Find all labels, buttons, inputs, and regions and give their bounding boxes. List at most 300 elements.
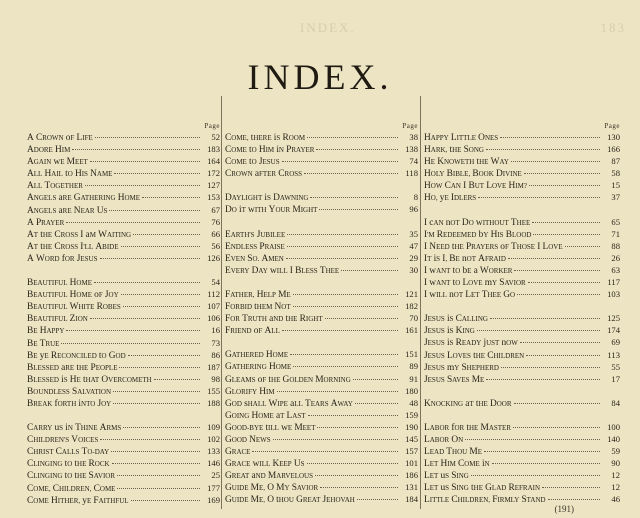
- page-number-ref: 71: [611, 228, 620, 239]
- hymn-title: COME tO JESUS: [225, 157, 280, 168]
- dot-leader: [532, 222, 600, 223]
- dot-leader: [465, 439, 600, 440]
- hymn-title: I'M REDEEMED bY HIS BLOOD: [424, 229, 532, 240]
- dot-leader: [478, 197, 600, 198]
- page-number-ref: 186: [405, 470, 418, 481]
- dot-leader: [517, 294, 600, 295]
- index-entry: [225, 360, 418, 372]
- dot-leader: [119, 367, 200, 368]
- index-entry: [424, 143, 620, 155]
- index-group: [225, 228, 418, 276]
- page-number-ref: 187: [207, 361, 220, 372]
- dot-leader: [477, 330, 600, 331]
- hymn-title: HE KNOWETH tHE WAY: [424, 157, 509, 168]
- index-entry: [225, 131, 418, 143]
- page-number-ref: 182: [405, 301, 418, 312]
- page-number-ref: 190: [405, 421, 418, 432]
- index-entry: [225, 288, 418, 300]
- index-entry: [424, 228, 620, 240]
- page-number-ref: 46: [611, 494, 620, 505]
- index-entry: [27, 167, 220, 179]
- hymn-title: FORBID tHEM NOT: [225, 302, 291, 313]
- index-entry: [27, 421, 220, 433]
- hymn-title: AT tHE CROSS I aM WAITING: [27, 229, 132, 240]
- page-number-ref: 58: [611, 168, 620, 179]
- hymn-title: LEAD THOU ME: [424, 447, 482, 458]
- dot-leader: [109, 210, 200, 211]
- dot-leader: [286, 258, 398, 259]
- index-entry: [424, 155, 620, 167]
- page-number-ref: 16: [211, 325, 220, 336]
- hymn-title: LET HIM COME iN: [424, 459, 490, 470]
- index-entry: [225, 228, 418, 240]
- page-number-ref: 84: [611, 397, 620, 408]
- dot-leader: [501, 367, 600, 368]
- hymn-title: BEAUTIFUL HOME: [27, 278, 92, 289]
- hymn-title: LITTLE CHILDREN, FIRMLY STAND: [424, 495, 546, 506]
- dot-leader: [121, 294, 200, 295]
- dot-leader: [319, 209, 398, 210]
- index-entry: [424, 264, 620, 276]
- dot-leader: [112, 463, 200, 464]
- dot-leader: [490, 318, 600, 319]
- dot-leader: [542, 487, 600, 488]
- page-number-ref: 12: [611, 482, 620, 493]
- dot-leader: [357, 499, 398, 500]
- hymn-title: I NEED tHE PRAYERS oF THOSE I LOVE: [424, 241, 563, 252]
- hymn-title: JESUS mY SHEPHERD: [424, 362, 499, 373]
- index-entry: [424, 240, 620, 252]
- hymn-title: FRIEND oF ALL: [225, 326, 280, 337]
- dot-leader: [486, 149, 600, 150]
- hymn-title: A CROWN oF LIFE: [27, 133, 93, 143]
- hymn-title: EARTH'S JUBILEE: [225, 229, 286, 240]
- page-column-header: Page: [204, 122, 220, 130]
- page-number-ref: 188: [207, 397, 220, 408]
- index-entry: [27, 397, 220, 409]
- bleed-through-text: [300, 20, 626, 38]
- dot-leader: [100, 439, 200, 440]
- index-entry: [424, 349, 620, 361]
- page-number-ref: 126: [207, 252, 220, 263]
- dot-leader: [142, 197, 200, 198]
- index-entry: [225, 300, 418, 312]
- page-number-ref: 100: [607, 421, 620, 432]
- page-number-ref: 96: [409, 204, 418, 215]
- page-number-ref: 70: [409, 313, 418, 324]
- index-entry: [424, 433, 620, 445]
- dot-leader: [117, 488, 200, 489]
- dot-leader: [514, 403, 601, 404]
- dot-leader: [252, 451, 398, 452]
- page-number-ref: 159: [405, 409, 418, 420]
- page-number-ref: 107: [207, 301, 220, 312]
- page-number-ref: 166: [607, 144, 620, 155]
- index-entry: [225, 421, 418, 433]
- index-entry: [225, 348, 418, 360]
- index-group: [424, 397, 620, 409]
- page-number-ref: 69: [611, 337, 620, 348]
- hymn-title: HARK, tHE SONG: [424, 145, 484, 156]
- hymn-title: A WORD fOR JESUS: [27, 253, 98, 264]
- hymn-title: ADORE HIM: [27, 145, 71, 156]
- page-number-ref: 177: [207, 482, 220, 493]
- dot-leader: [113, 403, 200, 404]
- hymn-title: COME tO HIM iN PRAYER: [225, 145, 315, 156]
- index-group: [225, 288, 418, 336]
- index-entry: [424, 131, 620, 143]
- hymn-title: GUIDE ME, O tHOU GREAT JEHOVAH: [225, 495, 355, 506]
- page-number-ref: 138: [405, 144, 418, 155]
- index-entry: [27, 349, 220, 361]
- dot-leader: [293, 366, 398, 367]
- hymn-title: DO iT wITH YOUR MIGHT: [225, 205, 318, 216]
- index-entry: [27, 143, 220, 155]
- page-number-ref: 63: [611, 264, 620, 275]
- index-entry: [424, 397, 620, 409]
- hymn-title: BLESSED aRE tHE PEOPLE: [27, 362, 118, 373]
- dot-leader: [320, 487, 398, 488]
- page-number-ref: 172: [207, 168, 220, 179]
- index-entry: [27, 191, 220, 203]
- index-entry: [424, 373, 620, 385]
- dot-leader: [307, 463, 398, 464]
- page-number-ref: 125: [607, 313, 620, 324]
- hymn-title: IT iS I, BE nOT AFRAID: [424, 253, 506, 264]
- page-number-ref: 109: [207, 422, 220, 433]
- bleed-through-left: INDEX.: [300, 20, 356, 35]
- index-entry: [424, 312, 620, 324]
- index-entry: [27, 131, 220, 143]
- hymn-title: GATHERED HOME: [225, 350, 289, 361]
- index-entry: [424, 421, 620, 433]
- hymn-title: ENDLESS PRAISE: [225, 241, 285, 252]
- hymn-title: HO, yE IDLERS: [424, 193, 477, 204]
- dot-leader: [282, 330, 398, 331]
- page-title: INDEX.: [247, 57, 393, 97]
- hymn-title: EVEN SO. AMEN: [225, 253, 284, 264]
- page-number-ref: 56: [211, 240, 220, 251]
- page-number-ref: 91: [409, 373, 418, 384]
- page-number-ref: 8: [413, 192, 418, 203]
- dot-leader: [355, 403, 398, 404]
- page-number-ref: 101: [405, 458, 418, 469]
- hymn-title: I wANT tO LOVE mY SAVIOR: [424, 278, 526, 289]
- dot-leader: [95, 137, 200, 138]
- index-group: [225, 131, 418, 179]
- index-entry: [27, 300, 220, 312]
- page-number-ref: 174: [607, 325, 620, 336]
- index-entry: [225, 457, 418, 469]
- dot-leader: [66, 222, 200, 223]
- dot-leader: [293, 294, 398, 295]
- hymn-title: I cAN nOT DO wITHOUT THEE: [424, 217, 531, 228]
- hymn-title: DAYLIGHT iS DAWNING: [225, 193, 309, 204]
- hymn-title: BE yE RECONCILED tO GOD: [27, 350, 126, 361]
- hymn-title: COME, tHERE iS ROOM: [225, 133, 306, 143]
- bleed-through-right: 183: [600, 20, 626, 35]
- page-number-ref: 88: [611, 240, 620, 251]
- dot-leader: [72, 149, 200, 150]
- page-number-ref: 102: [207, 434, 220, 445]
- index-entry: [225, 155, 418, 167]
- page-number-ref: 161: [405, 325, 418, 336]
- page-number-ref: 87: [611, 156, 620, 167]
- page-number-ref: 17: [611, 373, 620, 384]
- index-entry: [225, 203, 418, 215]
- index-entry: [225, 373, 418, 385]
- page-number-ref: 47: [409, 240, 418, 251]
- index-group: [424, 216, 620, 301]
- page-number-ref: 26: [611, 252, 620, 263]
- index-entry: [225, 240, 418, 252]
- hymn-title: ALL HAIL tO HIS NAME: [27, 169, 113, 180]
- index-entry: [27, 204, 220, 216]
- hymn-title: AGAIN wE MEET: [27, 157, 88, 168]
- dot-leader: [565, 246, 600, 247]
- index-entry: [424, 493, 620, 505]
- hymn-title: CLINGING tO tHE ROCK: [27, 459, 110, 470]
- hymn-title: I wANT tO bE a WORKER: [424, 265, 513, 276]
- page-number-ref: 89: [409, 361, 418, 372]
- index-entry: [225, 481, 418, 493]
- dot-leader: [508, 258, 600, 259]
- page-number-ref: 15: [611, 180, 620, 191]
- hymn-title: BE HAPPY: [27, 326, 65, 337]
- page-number-ref: 30: [409, 264, 418, 275]
- hymn-title: ALL TOGETHER: [27, 181, 83, 192]
- index-entry: [424, 445, 620, 457]
- index-entry: [424, 216, 620, 228]
- page-number-ref: 183: [207, 144, 220, 155]
- index-entry: [27, 155, 220, 167]
- dot-leader: [90, 161, 200, 162]
- index-entry: [424, 276, 620, 288]
- page-number-ref: 153: [207, 192, 220, 203]
- index-entry: [27, 445, 220, 457]
- dot-leader: [341, 270, 398, 271]
- index-entry: [27, 312, 220, 324]
- hymn-title: CLINGING tO tHE SAVIOR: [27, 471, 116, 482]
- page-column-header: Page: [604, 122, 620, 130]
- page-number-ref: 169: [207, 494, 220, 505]
- dot-leader: [353, 379, 398, 380]
- index-entry: [424, 361, 620, 373]
- dot-leader: [307, 137, 398, 138]
- hymn-title: FATHER, HELP ME: [225, 289, 291, 300]
- index-group: [225, 191, 418, 215]
- page-number-ref: 133: [207, 446, 220, 457]
- hymn-title: JESUS LOVES tHE CHILDREN: [424, 350, 525, 361]
- page-number-ref: 29: [409, 252, 418, 263]
- index-group: [27, 421, 220, 506]
- hymn-title: BEAUTIFUL HOME oF JOY: [27, 290, 119, 301]
- dot-leader: [121, 246, 201, 247]
- index-entry: [424, 179, 620, 191]
- hymn-title: BLESSED iS HE tHAT OVERCOMETH: [27, 374, 152, 385]
- page-number-ref: 74: [409, 156, 418, 167]
- index-entry: [27, 276, 220, 288]
- index-entry: [225, 445, 418, 457]
- index-entry: [27, 288, 220, 300]
- hymn-title: JESUS iS READY jUST nOW: [424, 338, 518, 349]
- page-number-ref: 66: [211, 228, 220, 239]
- dot-leader: [511, 161, 600, 162]
- dot-leader: [131, 500, 200, 501]
- page-number-ref: 117: [607, 277, 620, 288]
- dot-leader: [315, 475, 398, 476]
- hymn-title: COME HITHER, yE FAITHFUL: [27, 495, 129, 506]
- hymn-title: BEAUTIFUL ZION: [27, 314, 88, 325]
- index-entry: [424, 457, 620, 469]
- hymn-title: EVERY DAY wILL I BLESS THEE: [225, 265, 340, 276]
- dot-leader: [111, 451, 200, 452]
- dot-leader: [528, 282, 600, 283]
- hymn-title: GRACE wILL KEEP US: [225, 459, 305, 470]
- index-entry: [27, 179, 220, 191]
- index-group: [424, 421, 620, 506]
- index-entry: [225, 167, 418, 179]
- index-entry: [27, 457, 220, 469]
- hymn-title: LET uS SING: [424, 471, 469, 482]
- page-number-ref: 164: [207, 156, 220, 167]
- dot-leader: [277, 391, 398, 392]
- index-entry: [424, 191, 620, 203]
- dot-leader: [114, 173, 200, 174]
- page-number-ref: 131: [405, 482, 418, 493]
- page-number-ref: 103: [607, 289, 620, 300]
- dot-leader: [85, 185, 200, 186]
- dot-leader: [100, 258, 200, 259]
- dot-leader: [484, 451, 600, 452]
- dot-leader: [66, 330, 200, 331]
- dot-leader: [154, 379, 200, 380]
- index-entry: [27, 494, 220, 506]
- dot-leader: [293, 306, 398, 307]
- hymn-title: GATHERING HOME: [225, 362, 292, 373]
- page-number-ref: 73: [211, 337, 220, 348]
- page-number: (191): [554, 504, 574, 514]
- hymn-title: GOOD-BYE tILL wE MEET: [225, 422, 316, 433]
- index-group: [27, 131, 220, 264]
- index-entry: [424, 252, 620, 264]
- page-number-ref: 151: [405, 349, 418, 360]
- dot-leader: [273, 439, 398, 440]
- index-entry: [225, 409, 418, 421]
- hymn-title: JESUS iS CALLING: [424, 314, 488, 325]
- hymn-title: AT tHE CROSS I'LL ABIDE: [27, 241, 119, 252]
- index-entry: [225, 397, 418, 409]
- page-number-ref: 25: [211, 470, 220, 481]
- page-number-ref: 157: [405, 446, 418, 457]
- hymn-title: GOING HOME aT LAST: [225, 410, 306, 421]
- hymn-title: JESUS iS KING: [424, 326, 475, 337]
- page-number-ref: 48: [409, 397, 418, 408]
- dot-leader: [520, 342, 600, 343]
- dot-leader: [61, 343, 200, 344]
- index-entry: [27, 469, 220, 481]
- index-entry: [424, 336, 620, 348]
- dot-leader: [317, 427, 398, 428]
- index-entry: [424, 288, 620, 300]
- dot-leader: [486, 379, 600, 380]
- page-number-ref: 146: [207, 458, 220, 469]
- index-entry: [424, 481, 620, 493]
- dot-leader: [514, 270, 600, 271]
- index-entry: [27, 240, 220, 252]
- dot-leader: [113, 391, 200, 392]
- dot-leader: [548, 499, 600, 500]
- dot-leader: [90, 318, 200, 319]
- index-entry: [27, 337, 220, 349]
- dot-leader: [529, 185, 600, 186]
- index-entry: [225, 191, 418, 203]
- dot-leader: [282, 161, 398, 162]
- dot-leader: [123, 427, 200, 428]
- hymn-title: GREAT aND MARVELOUS: [225, 471, 314, 482]
- index-column-3: [424, 122, 620, 518]
- page-number-ref: 121: [405, 288, 418, 299]
- hymn-title: HOLY BIBLE, BOOK DIVINE: [424, 169, 522, 180]
- hymn-title: HAPPY LITTLE ONES: [424, 133, 499, 143]
- hymn-title: CHILDREN'S VOICES: [27, 435, 99, 446]
- page-number-ref: 76: [211, 216, 220, 227]
- page-number-ref: 106: [207, 313, 220, 324]
- dot-leader: [287, 234, 398, 235]
- hymn-title: GLEAMS oF tHE GOLDEN MORNING: [225, 374, 351, 385]
- dot-leader: [290, 354, 398, 355]
- index-group: [225, 348, 418, 505]
- hymn-title: FOR TRUTH aND tHE RIGHT: [225, 314, 323, 325]
- dot-leader: [524, 173, 600, 174]
- column-divider: [221, 96, 222, 509]
- dot-leader: [133, 234, 200, 235]
- dot-leader: [500, 137, 600, 138]
- hymn-title: LABOR fOR tHE MASTER: [424, 422, 511, 433]
- index-entry: [225, 252, 418, 264]
- index-entry: [225, 324, 418, 336]
- page-number-ref: 38: [409, 132, 418, 142]
- index-entry: [27, 433, 220, 445]
- page-number-ref: 112: [207, 289, 220, 300]
- hymn-title: GOOD NEWS: [225, 434, 271, 445]
- index-column-1: [27, 122, 220, 518]
- index-entry: [27, 228, 220, 240]
- page-number-ref: 37: [611, 192, 620, 203]
- hymn-title: BE TRUE: [27, 338, 60, 349]
- hymn-title: LET uS SING tHE GLAD REFRAIN: [424, 483, 541, 494]
- index-entry: [424, 324, 620, 336]
- page-number-ref: 98: [211, 373, 220, 384]
- index-entry: [27, 216, 220, 228]
- page-number-ref: 155: [207, 385, 220, 396]
- column-divider: [420, 96, 421, 509]
- index-entry: [225, 312, 418, 324]
- hymn-title: CHRIST CALLS TO-DAY: [27, 447, 110, 458]
- hymn-title: CROWN aFTER CROSS: [225, 169, 303, 180]
- hymn-title: ANGELS aRE GATHERING HOME: [27, 193, 141, 204]
- page-number-ref: 184: [405, 494, 418, 505]
- dot-leader: [492, 463, 600, 464]
- index-entry: [27, 252, 220, 264]
- page-number-ref: 113: [607, 349, 620, 360]
- index-entry: [225, 143, 418, 155]
- page-number-ref: 12: [611, 470, 620, 481]
- hymn-title: GUIDE ME, O MY SAVIOR: [225, 483, 319, 494]
- page-number-ref: 180: [405, 385, 418, 396]
- page-number-ref: 35: [409, 228, 418, 239]
- index-entry: [225, 385, 418, 397]
